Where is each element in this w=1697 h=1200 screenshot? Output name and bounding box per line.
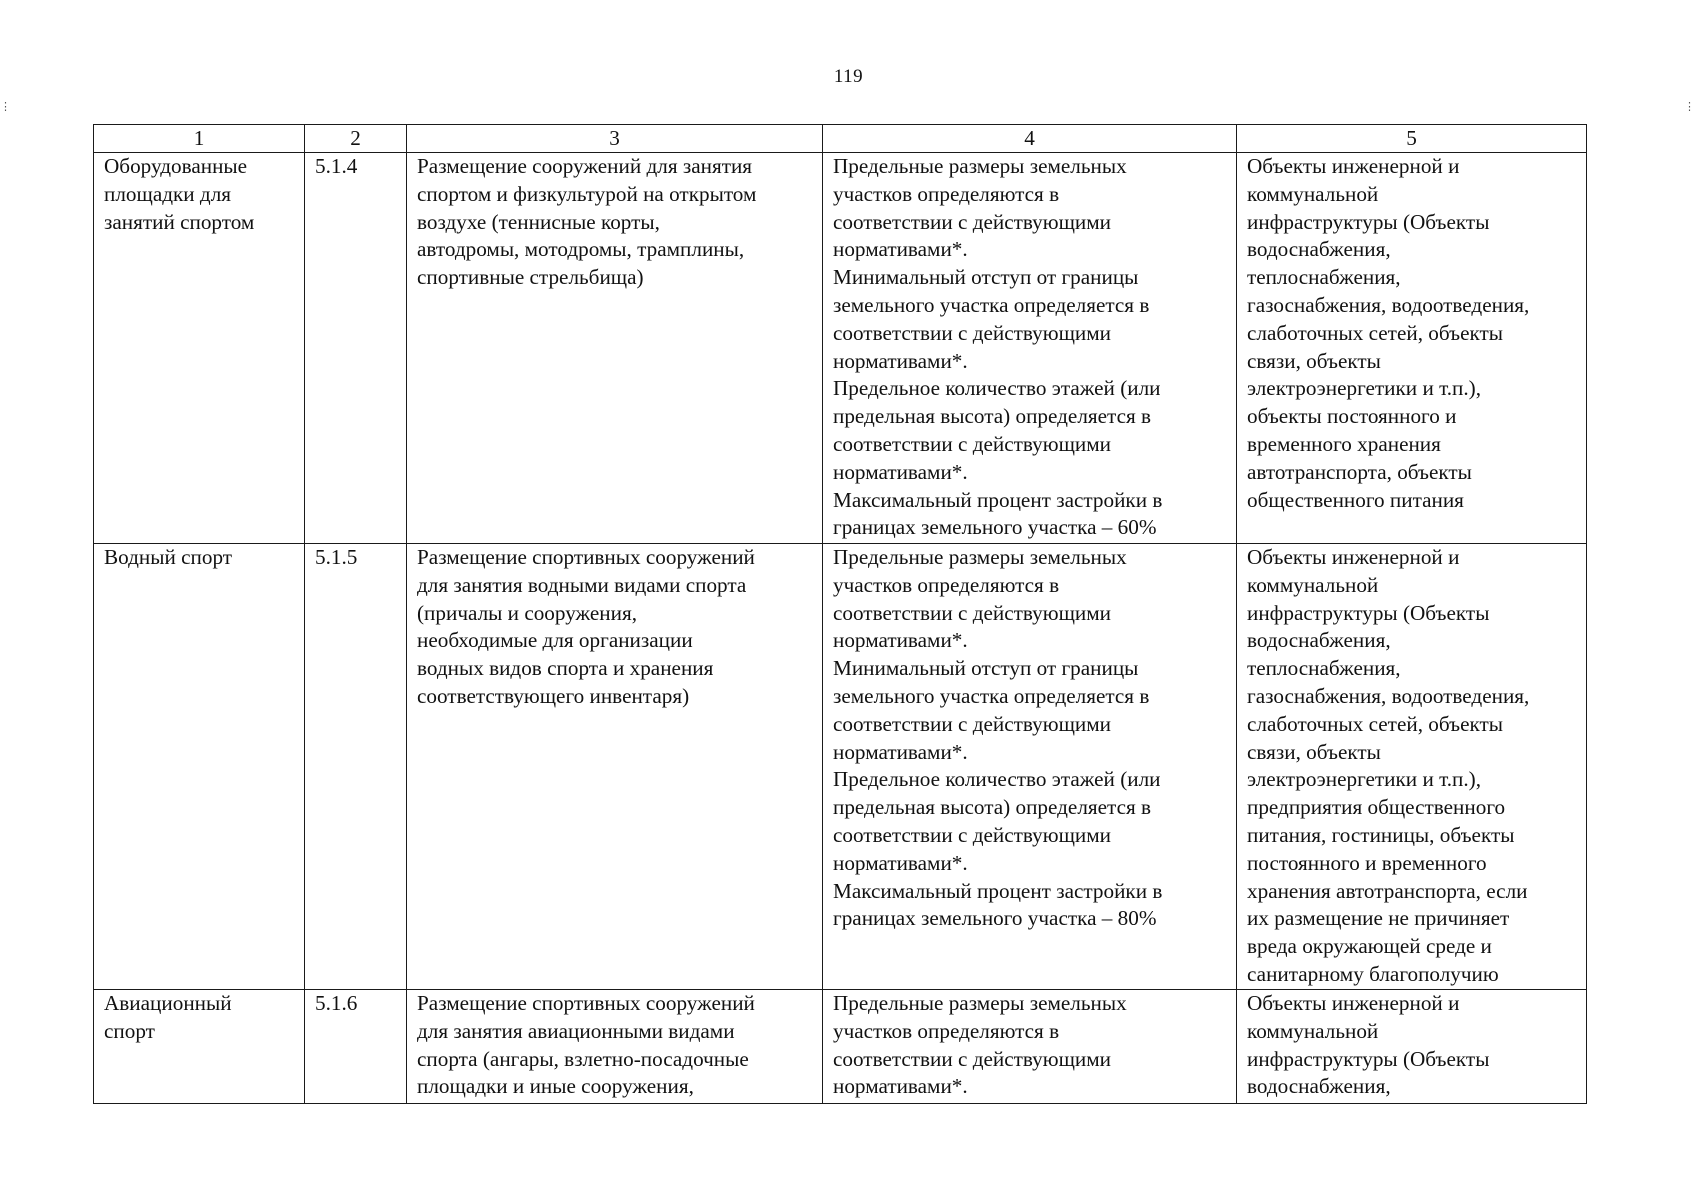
auxiliary-uses: Объекты инженерной и коммунальной инфраструктуры (Объекты водоснабжения, теплоснабжения, газоснабжения, водоотведения, слаботочных сетей, объекты связи, объекты электроэнергетики и т.п.), объекты постоянного и временного хранения автотранспорта, объекты общественного питания [1247, 154, 1530, 512]
land-use-description-cell [407, 544, 823, 990]
header-col-5: 5 [1237, 125, 1587, 153]
regulations-table [93, 124, 1587, 1104]
table-header-row [94, 125, 1587, 153]
land-use-description-cell [407, 990, 823, 1104]
land-use-name: Оборудованные площадки для занятий спортом [104, 154, 255, 234]
land-use-code: 5.1.6 [315, 991, 358, 1015]
page-number: 119 [833, 66, 864, 87]
table-row [94, 153, 1587, 544]
land-use-description: Размещение сооружений для занятия спортом и физкультурой на открытом воздухе (теннисные корты, автодромы, мотодромы, трамплины, спортивные стрельбища) [417, 154, 757, 290]
land-use-name-cell [94, 544, 305, 990]
land-use-parameters-cell [823, 153, 1237, 544]
land-use-name: Водный спорт [104, 545, 233, 569]
land-use-name-cell [94, 990, 305, 1104]
land-use-parameters-cell [823, 544, 1237, 990]
land-use-description-cell [407, 153, 823, 544]
auxiliary-uses-cell [1237, 153, 1587, 544]
auxiliary-uses: Объекты инженерной и коммунальной инфраструктуры (Объекты водоснабжения, [1247, 991, 1490, 1099]
land-use-parameters: Предельные размеры земельных участков определяются в соответствии с действующими нормативами*. [833, 991, 1127, 1099]
land-use-parameters: Предельные размеры земельных участков определяются в соответствии с действующими нормативами*. Минимальный отступ от границы земельного участка определяется в соответствии с действующими нормативами*. Предельное количество этажей (или предельная высота) определяется в соответствии с действующими нормативами*. Максимальный процент застройки в границах земельного участка – 60% [833, 154, 1163, 540]
land-use-name-cell [94, 153, 305, 544]
land-use-description: Размещение спортивных сооружений для занятия водными видами спорта (причалы и сооружения, необходимые для организации водных видов спорта и хранения соответствующего инвентаря) [417, 545, 755, 708]
land-use-parameters-cell [823, 990, 1237, 1104]
land-use-name: Авиационный спорт [104, 991, 232, 1043]
header-col-1: 1 [94, 125, 305, 153]
header-col-3: 3 [407, 125, 823, 153]
auxiliary-uses: Объекты инженерной и коммунальной инфраструктуры (Объекты водоснабжения, теплоснабжения, газоснабжения, водоотведения, слаботочных сетей, объекты связи, объекты электроэнергетики и т.п.), предприятия общественного питания, гостиницы, объекты постоянного и временного хранения автотранспорта, если их размещение не причиняет вреда окружающей среде и санитарному благополучию [1247, 545, 1530, 986]
land-use-code-cell [305, 153, 407, 544]
scan-edge-mark-right: ⋮ [1684, 100, 1695, 113]
auxiliary-uses-cell [1237, 544, 1587, 990]
header-col-4: 4 [823, 125, 1237, 153]
auxiliary-uses-cell [1237, 990, 1587, 1104]
land-use-parameters: Предельные размеры земельных участков определяются в соответствии с действующими нормативами*. Минимальный отступ от границы земельного участка определяется в соответствии с действующими нормативами*. Предельное количество этажей (или предельная высота) определяется в соответствии с действующими нормативами*. Максимальный процент застройки в границах земельного участка – 80% [833, 545, 1163, 931]
land-use-description: Размещение спортивных сооружений для занятия авиационными видами спорта (ангары, взлетно-посадочные площадки и иные сооружения, [417, 991, 755, 1099]
scan-edge-mark-left: ⋮ [0, 100, 11, 113]
land-use-code-cell [305, 990, 407, 1104]
header-col-2: 2 [305, 125, 407, 153]
table-row [94, 990, 1587, 1104]
land-use-code-cell [305, 544, 407, 990]
land-use-code: 5.1.4 [315, 154, 358, 178]
land-use-code: 5.1.5 [315, 545, 358, 569]
table-row [94, 544, 1587, 990]
